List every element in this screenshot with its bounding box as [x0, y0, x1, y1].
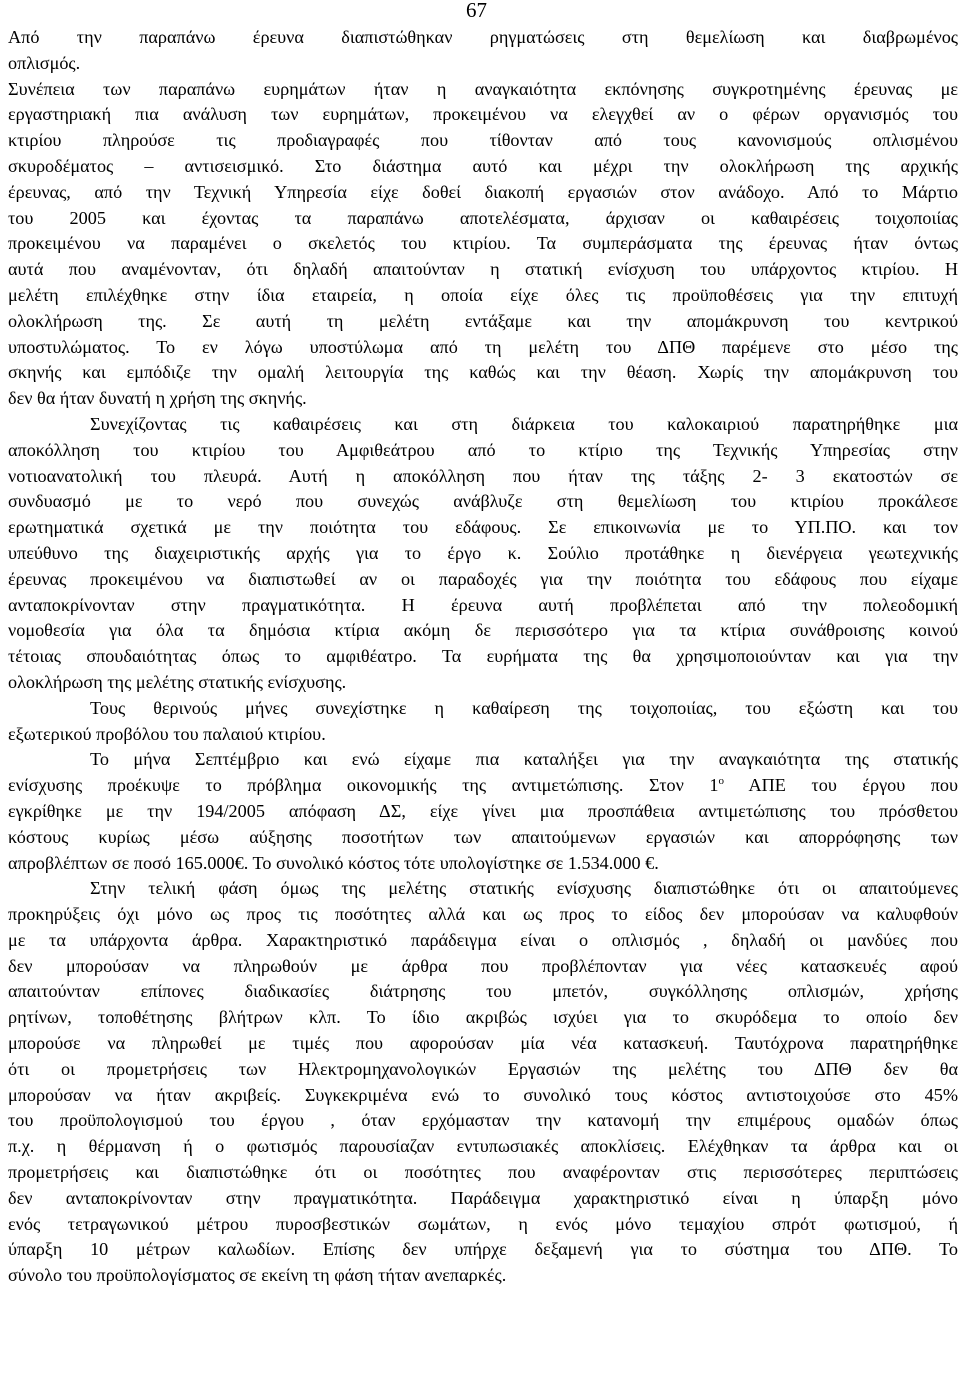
text-segment: έρευνας, από την Τεχνική Υπηρεσία είχε δοθεί διακοπή εργασιών στον ανάδοχο. [8, 181, 785, 202]
text-line: Τους θερινούς μήνες συνεχίστηκε η καθαίρεση της τοιχοποιίας, του εξώστη και του [90, 697, 958, 718]
text-segment: ολοκλήρωση της. [8, 310, 167, 331]
text-segment: ανταποκρίνονταν στην πραγματικότητα. [8, 594, 366, 615]
text-segment: με τα υπάρχοντα άρθρα. [8, 929, 243, 950]
text-line [8, 180, 958, 206]
text-segment: ότι οι προμετρήσεις των Ηλεκτρομηχανολογικών Εργασιών της μελέτης του [8, 1058, 784, 1079]
text-line: του προϋπολογισμού του έργου , όταν ερχόμασταν την κατανομή την επιμέρους ομαδών όπως [8, 1110, 958, 1131]
text-segment: ΔΠΘ [657, 336, 696, 357]
text-segment: Συγκεκριμένα ενώ το συνολικό τους κόστος αντιστοιχούσε στο 45% [304, 1084, 958, 1105]
text-line: ολοκλήρωση της μελέτης στατικής ενίσχυσης. [8, 671, 347, 692]
text-segment: μπορούσαν να ήταν ακριβείς. [8, 1084, 281, 1105]
text-line: Στην τελική φάση όμως της μελέτης στατικής ενίσχυσης διαπιστώθηκε ότι οι απαιτούμενες [90, 878, 958, 899]
text-line [8, 644, 958, 670]
text-segment: υποστυλώματος. [8, 336, 130, 357]
text-line: οπλισμός. [8, 52, 81, 73]
text-line [8, 1031, 958, 1057]
text-line [8, 1237, 958, 1263]
text-segment: ΔΠΘ [813, 1058, 852, 1079]
text-line: προμετρήσεις και διαπιστώθηκε ότι οι ποσότητες που αναφέρονταν στις περισσότερες περιπτώσεις [8, 1162, 958, 1183]
text-segment: Παράδειγμα χαρακτηριστικό είναι η ύπαρξη μόνο [450, 1187, 958, 1208]
text-segment: Τα ευρήματα της θα χρησιμοποιούνταν και για την [441, 646, 958, 667]
text-segment: π.χ. η θέρμανση ή ο φωτισμός παρουσίαζαν εντυπωσιακές αποκλίσεις. [8, 1136, 666, 1157]
text-segment: Το [939, 1239, 958, 1260]
text-line [8, 851, 958, 877]
text-segment: Χαρακτηριστικό παράδειγμα είναι ο οπλισμός , δηλαδή οι μανδύες που [266, 929, 958, 950]
text-line [8, 541, 958, 567]
text-segment: Ταυτόχρονα παρατηρήθηκε [734, 1033, 958, 1054]
text-segment: μπορούσε να πληρωθεί με τιμές που αφορούσαν μία νέα κατασκευή. [8, 1033, 709, 1054]
text-segment: ερωτηματικά σχετικά με την ποιότητα του εδάφους. [8, 517, 522, 538]
text-segment: Η [944, 259, 958, 280]
text-segment: αυτά που αναμένονταν, ότι δηλαδή απαιτούνταν η στατική ενίσχυση του υπάρχοντος κτιρίου. [8, 259, 920, 280]
text-segment: ΑΠΕ του έργου που [748, 775, 958, 796]
text-segment: σκηνής και εμπόδιζε την ομαλή λειτουργία της καθώς και την θέαση. [8, 362, 677, 383]
text-line [8, 360, 958, 386]
text-line [8, 593, 958, 619]
text-line: κόστους κυρίως μέσω αύξησης ποσοτήτων των απαιτούμενων εργασιών και απορρόφησης των [8, 826, 958, 847]
text-segment: ρητίνων, τοποθέτησης βλήτρων κλπ. [8, 1007, 341, 1028]
text-line [8, 464, 958, 490]
text-segment: Αυτή η αποκόλληση που ήταν της τάξης 2- 3 εκατοστών σε [288, 465, 958, 486]
text-segment: τέτοιας σπουδαιότητας όπως το αμφιθέατρο. [8, 646, 417, 667]
text-line [8, 231, 958, 257]
text-segment: Σούλιο προτάθηκε η διενέργεια γεωτεχνικής [547, 542, 958, 563]
text-line: δεν μπορούσαν να πληρωθούν με άρθρα που προβλέπονταν για νέες κατασκευές αφού [8, 955, 958, 976]
text-segment: Τα συμπεράσματα της έρευνας ήταν όντως [536, 233, 958, 254]
text-segment: Σε επικοινωνία με το ΥΠ.ΠΟ. και τον [548, 517, 958, 538]
text-line [8, 773, 958, 799]
text-segment: εγκρίθηκε με την 194/2005 απόφαση [8, 800, 357, 821]
text-line [8, 1005, 958, 1031]
text-segment: ύπαρξη 10 μέτρων καλωδίων. [8, 1239, 296, 1260]
text-line [8, 1083, 958, 1109]
text-line: δεν θα ήταν δυνατή η χρήση της σκηνής. [8, 388, 307, 409]
text-segment: δεν ανταποκρίνονταν στην πραγματικότητα. [8, 1187, 418, 1208]
text-line [8, 1057, 958, 1083]
text-segment: δεν θα [883, 1058, 958, 1079]
text-line: νομοθεσία για όλα τα δημόσια κτίρια ακόμη δε περισσότερο για τα κτίρια συνάθροισης κοινού [8, 620, 958, 641]
text-segment: Ελέχθηκαν τα άρθρα και οι [687, 1136, 958, 1157]
page-number: 67 [466, 0, 487, 22]
text-line [8, 309, 958, 335]
text-line [8, 1186, 958, 1212]
text-line: προκηρύξεις όχι μόνο ως προς τις ποσότητες αλλά και ως προς το είδος δεν μπορούσαν να καλυφθούν [8, 904, 958, 925]
text-segment: ενίσχυσης προέκυψε το πρόβλημα οικονομικής της αντιμετώπισης. [8, 775, 624, 796]
text-segment: Στον [648, 775, 684, 796]
text-line: ενός τετραγωνικού μέτρου πυροσβεστικών σωμάτων, η ενός μόνο τεμαχίου σπρότ φωτισμού, ή [8, 1213, 958, 1234]
text-segment: Σε αυτή τη μελέτη εντάξαμε και την απομάκρυνση του κεντρικού [202, 310, 958, 331]
superscript: ο [718, 775, 724, 788]
text-line: κτιρίου πληρούσε τις προδιαγραφές που τίθονταν από τους κανονισμούς οπλισμένου [8, 130, 958, 151]
text-line: εργαστηριακή πια ανάλυση των ευρημάτων, προκειμένου να ελεγχθεί αν ο φέρων οργανισμός του [8, 104, 958, 125]
text-segment: Επίσης δεν υπήρχε δεξαμενή για το σύστημα του [322, 1239, 843, 1260]
text-line: Συνέπεια των παραπάνω ευρημάτων ήταν η αναγκαιότητα εκπόνησης συγκροτημένης έρευνας με [8, 78, 958, 99]
text-line [8, 257, 958, 283]
text-line [8, 515, 958, 541]
text-segment: ΔΣ [379, 800, 402, 821]
body-text [8, 25, 958, 1289]
text-line [8, 1134, 958, 1160]
text-segment: , είχε γίνει μια προσπάθεια αντιμετώπισης του πρόσθετου [401, 800, 958, 821]
text-segment: . [907, 1239, 912, 1260]
text-segment: ΔΠΘ [869, 1239, 908, 1260]
text-line [8, 799, 958, 825]
text-segment: υπεύθυνο της διαχειριστικής αρχής για το έργο κ. [8, 542, 522, 563]
text-line: σκυροδέματος – αντισεισμικό. Στο διάστημα αυτό και μέχρι την ολοκλήρωση της αρχικής [8, 155, 958, 176]
text-segment: Το εν λόγω υποστύλωμα από τη μελέτη του [156, 336, 632, 357]
text-segment: παρέμενε στο μέσο της [722, 336, 958, 357]
text-line [8, 335, 958, 361]
text-segment: Το ίδιο ακριβώς ισχύει για το σκυρόδεμα το οποίο δεν [366, 1007, 958, 1028]
text-line: έρευνας προκειμένου να διαπιστωθεί αν οι παραδοχές για την ποιότητα του εδάφους που είχαμε [8, 568, 958, 589]
text-line: εξωτερικού προβόλου του παλαιού κτιρίου. [8, 723, 326, 744]
text-line: Από την παραπάνω έρευνα διαπιστώθηκαν ρηγματώσεις στη θεμελίωση και διαβρωμένος [8, 27, 958, 47]
text-line: του 2005 και έχοντας τα παραπάνω αποτελέσματα, άρχισαν οι καθαιρέσεις τοιχοποιίας [8, 207, 958, 228]
text-line: συνδυασμό με το νερό που συνεχώς ανάβλυζε στη θεμελίωση του κτιρίου προκάλεσε [8, 491, 958, 512]
text-line: μελέτη επιλέχθηκε στην ίδια εταιρεία, η οποία είχε όλες τις προϋποθέσεις για την επιτυχή [8, 284, 958, 305]
text-line: απαιτούνταν επίπονες διαδικασίες διάτρησης του μπετόν, συγκόλλησης οπλισμών, χρήσης [8, 981, 958, 1002]
text-line: αποκόλληση του κτιρίου του Αμφιθεάτρου από το κτίριο της Τεχνικής Υπηρεσίας στην [8, 439, 958, 460]
text-segment: απροβλέπτων σε ποσό 165.000€. [8, 852, 249, 873]
text-segment: Το συνολικό κόστος τότε υπολογίστηκε σε 1.534.000 €. [252, 852, 659, 873]
text-segment: προκειμένου να παραμένει ο σκελετός του κτιρίου. [8, 233, 511, 254]
text-segment: νοτιοανατολική του πλευρά. [8, 465, 262, 486]
text-line: Συνεχίζοντας τις καθαιρέσεις και στη διάρκεια του καλοκαιριού παρατηρήθηκε μια [90, 413, 958, 434]
text-segment: Από το Μάρτιο [807, 181, 958, 202]
text-line: σύνολο του προϋπολογίσματος σε εκείνη τη φάση τήταν ανεπαρκές. [8, 1265, 507, 1286]
text-line [8, 928, 958, 954]
text-segment: 1 [709, 775, 719, 796]
text-segment: Χωρίς την απομάκρυνση του [697, 362, 958, 383]
text-segment: Η έρευνα αυτή προβλέπεται από την πολεοδομική [401, 594, 958, 615]
text-line: Το μήνα Σεπτέμβριο και ενώ είχαμε πια καταλήξει για την αναγκαιότητα της στατικής [90, 749, 958, 770]
